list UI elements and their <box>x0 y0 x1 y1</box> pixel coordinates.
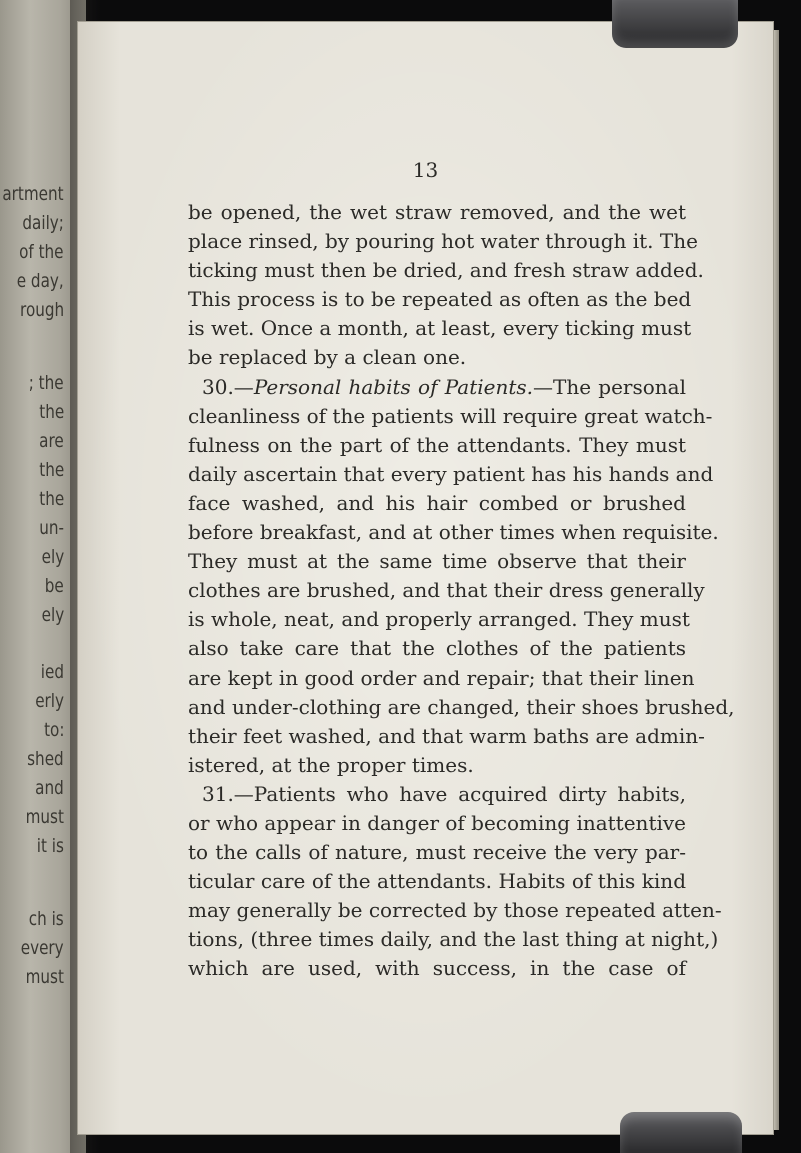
margin-fragment: ; the <box>29 372 64 394</box>
text-line: istered, at the proper times. <box>188 752 474 777</box>
text-line: place rinsed, by pouring hot water through it. The <box>188 229 698 254</box>
text-line: is whole, neat, and properly arranged. They must <box>188 607 690 632</box>
text-line: cleanliness of the patients will require great watch- <box>188 403 713 428</box>
text-line: face washed, and his hair combed or brushed <box>188 490 686 515</box>
margin-fragment: must <box>25 806 64 828</box>
margin-fragment: the <box>39 401 64 423</box>
text-line: and under-clothing are changed, their shoes brushed, <box>188 694 735 719</box>
text-line: are kept in good order and repair; that their linen <box>188 665 695 690</box>
text-line: fulness on the part of the attendants. They must <box>188 432 686 457</box>
body-text <box>188 198 735 984</box>
margin-fragment: it is <box>36 835 64 857</box>
margin-fragment: ely <box>41 604 64 626</box>
text-line: their feet washed, and that warm baths are admin- <box>188 723 705 748</box>
text-line: be replaced by a clean one. <box>188 345 467 370</box>
text-line: tions, (three times daily, and the last thing at night,) <box>188 927 719 952</box>
book-clip-bottom <box>620 1112 742 1153</box>
margin-fragment: and <box>35 777 64 799</box>
text-line: clothes are brushed, and that their dress generally <box>188 578 705 603</box>
section-number: 30.— <box>202 374 254 399</box>
text-line: They must at the same time observe that their <box>188 549 686 574</box>
text-line: may generally be corrected by those repeated atten- <box>188 898 722 923</box>
text-line: ticking must then be dried, and fresh straw added. <box>188 258 704 283</box>
page-edge <box>773 30 779 1130</box>
margin-fragment: ch is <box>29 908 64 930</box>
margin-fragment: ely <box>41 546 64 568</box>
text-line: which are used, with success, in the case of <box>188 956 686 981</box>
margin-fragment: ied <box>40 661 64 683</box>
section-30-heading-line <box>188 373 686 402</box>
margin-fragment: rough <box>19 299 64 321</box>
margin-fragment: to: <box>43 719 64 741</box>
margin-fragment: the <box>39 459 64 481</box>
margin-fragment: the <box>39 488 64 510</box>
book-page <box>78 22 773 1134</box>
section-title: Personal habits of Patients. <box>253 374 533 399</box>
text-line: is wet. Once a month, at least, every ticking must <box>188 316 692 341</box>
text-line: ticular care of the attendants. Habits of this kind <box>188 869 686 894</box>
text-line: daily ascertain that every patient has his hands and <box>188 461 714 486</box>
margin-fragment: artment <box>2 183 64 205</box>
margin-fragment: every <box>21 937 64 959</box>
book-clip-top <box>612 0 738 48</box>
margin-fragment: must <box>25 966 64 988</box>
margin-fragment: of the <box>19 241 64 263</box>
margin-fragment: erly <box>35 690 64 712</box>
text-line: before breakfast, and at other times when requisite. <box>188 520 719 545</box>
text-line: This process is to be repeated as often as the bed <box>188 287 692 312</box>
margin-fragment: shed <box>27 748 64 770</box>
text-line: be opened, the wet straw removed, and the wet <box>188 200 686 224</box>
margin-fragment: daily; <box>22 212 64 234</box>
text-line: to the calls of nature, must receive the very par- <box>188 840 686 865</box>
section-31-first-line: 31.—Patients who have acquired dirty habits, <box>202 781 686 806</box>
margin-fragment: un- <box>39 517 64 539</box>
margin-fragment: e day, <box>17 270 64 292</box>
section-heading-rest: —The personal <box>533 374 686 399</box>
margin-fragment: are <box>39 430 64 452</box>
page-number: 13 <box>412 158 439 182</box>
text-line: also take care that the clothes of the patients <box>188 636 686 661</box>
margin-fragment: be <box>45 575 64 597</box>
text-line: or who appear in danger of becoming inattentive <box>188 810 687 835</box>
